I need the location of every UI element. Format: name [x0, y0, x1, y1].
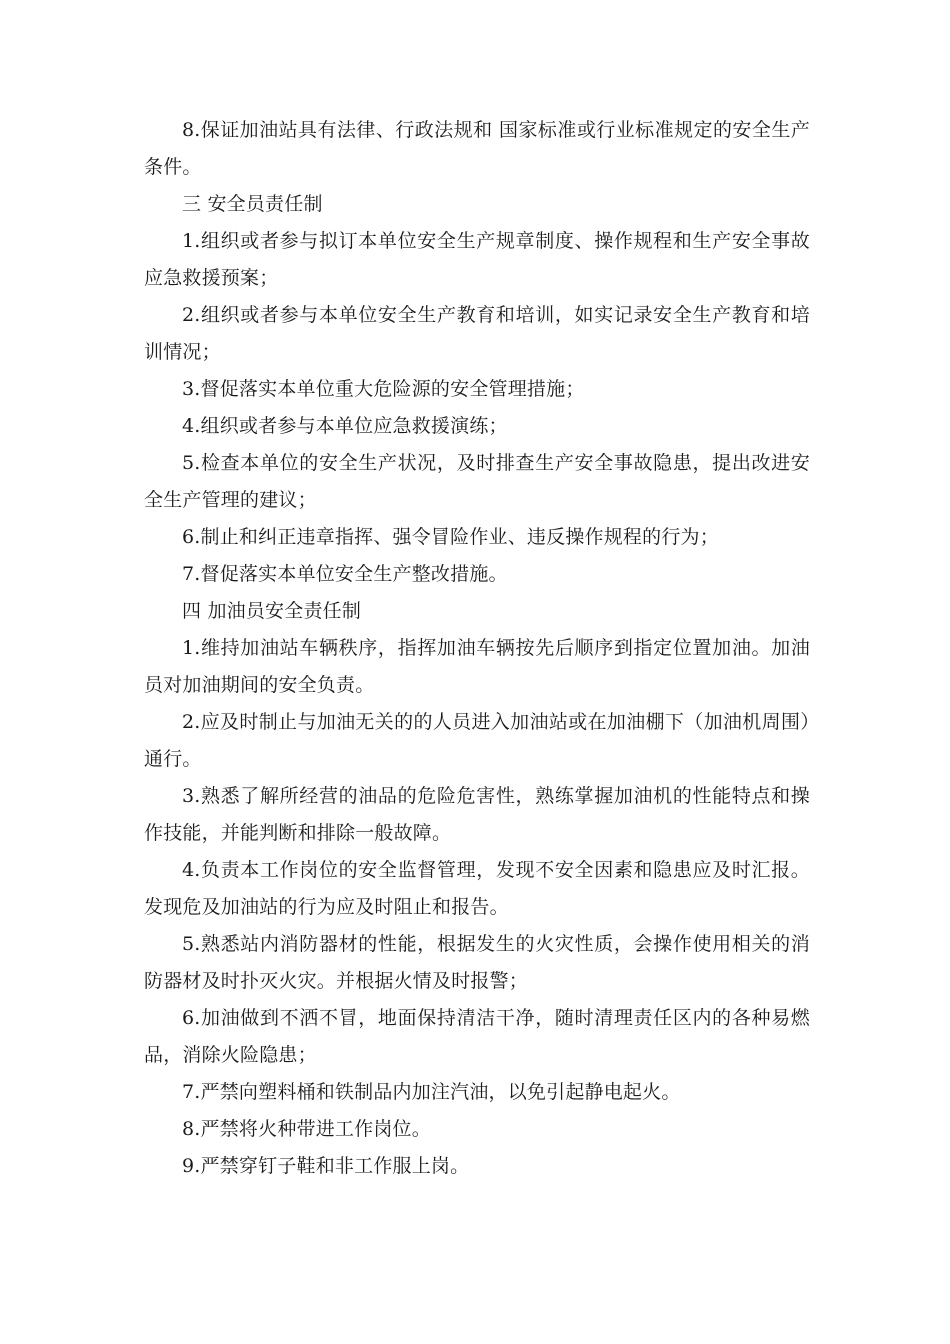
clause-fueler-7: 7.严禁向塑料桶和铁制品内加注汽油，以免引起静电起火。 — [182, 1081, 681, 1103]
clause-fueler-3: 3.熟悉了解所经营的油品的危险危害性，熟练掌握加油机的性能特点和操作技能，并能判断和排除一般故障。 — [144, 785, 810, 844]
clause-fueler-4: 4.负责本工作岗位的安全监督管理，发现不安全因素和隐患应及时汇报。发现危及加油站的行为应及时阻止和报告。 — [144, 859, 810, 918]
clause-safety-officer-1: 1.组织或者参与拟订本单位安全生产规章制度、操作规程和生产安全事故应急救援预案； — [144, 230, 810, 289]
clause-safety-officer-2: 2.组织或者参与本单位安全生产教育和培训，如实记录安全生产教育和培训情况； — [144, 304, 810, 363]
clause-safety-officer-3: 3.督促落实本单位重大危险源的安全管理措施； — [182, 378, 585, 400]
section-heading-safety-officer: 三 安全员责任制 — [182, 193, 323, 215]
clause-fueler-6: 6.加油做到不洒不冒，地面保持清洁干净，随时清理责任区内的各种易燃品，消除火险隐患； — [144, 1007, 810, 1066]
clause-fueler-9: 9.严禁穿钉子鞋和非工作服上岗。 — [182, 1155, 470, 1177]
clause-fueler-1: 1.维持加油站车辆秩序，指挥加油车辆按先后顺序到指定位置加油。加油员对加油期间的安全负责。 — [144, 637, 810, 696]
clause-station-8: 8.保证加油站具有法律、行政法规和 国家标准或行业标准规定的安全生产条件。 — [144, 119, 810, 178]
clause-safety-officer-5: 5.检查本单位的安全生产状况，及时排查生产安全事故隐患，提出改进安全生产管理的建议； — [144, 452, 810, 511]
clause-safety-officer-7: 7.督促落实本单位安全生产整改措施。 — [182, 563, 508, 585]
clause-fueler-5: 5.熟悉站内消防器材的性能，根据发生的火灾性质，会操作使用相关的消防器材及时扑灭火灾。并根据火情及时报警； — [144, 933, 810, 992]
clause-safety-officer-6: 6.制止和纠正违章指挥、强令冒险作业、违反操作规程的行为； — [182, 526, 719, 548]
clause-fueler-8: 8.严禁将火种带进工作岗位。 — [182, 1118, 431, 1140]
section-heading-fueler: 四 加油员安全责任制 — [182, 600, 362, 622]
clause-fueler-2: 2.应及时制止与加油无关的的人员进入加油站或在加油棚下（加油机周围）通行。 — [144, 711, 810, 770]
clause-safety-officer-4: 4.组织或者参与本单位应急救援演练； — [182, 415, 508, 437]
document-body — [144, 112, 810, 1185]
